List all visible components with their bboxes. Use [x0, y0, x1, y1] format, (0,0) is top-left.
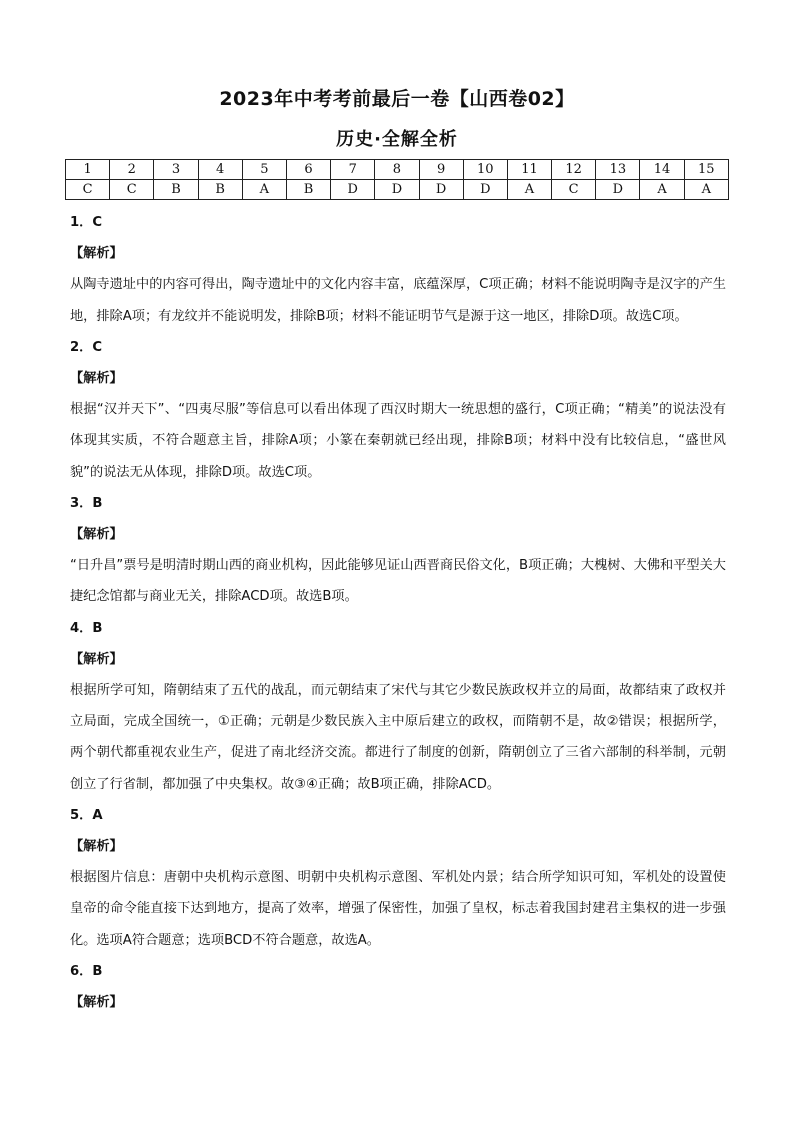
answer-cell: D [375, 180, 419, 200]
analysis-text: 从陶寺遗址中的内容可得出，陶寺遗址中的文化内容丰富，底蕴深厚，C项正确；材料不能说明陶寺是汉字的产生地，排除A项；有龙纹并不能说明发，排除B项；材料不能证明节气是源于这一地区，排除D项。故选C项。 [70, 277, 726, 324]
analysis-text: “日升昌”票号是明清时期山西的商业机构，因此能够见证山西晋商民俗文化，B项正确；大槐树、大佛和平型关大捷纪念馆都与商业无关，排除ACD项。故选B项。 [70, 558, 726, 605]
analysis-text: 根据图片信息：唐朝中央机构示意图、明朝中央机构示意图、军机处内景；结合所学知识可知，军机处的设置使皇帝的命令能直接下达到地方，提高了效率，增强了保密性，加强了皇权，标志着我国封建君主集权的进一步强化。选项A符合题意；选项BCD不符合题意，故选A。 [70, 870, 726, 948]
analysis-label: 【解析】 [70, 839, 123, 855]
analysis-text: 根据所学可知，隋朝结束了五代的战乱，而元朝结束了宋代与其它少数民族政权并立的局面，故都结束了政权并立局面，完成全国统一，①正确；元朝是少数民族入主中原后建立的政权，而隋朝不是，故②错误；根据所学，两个朝代都重视农业生产，促进了南北经济交流。都进行了制度的创新，隋朝创立了三省六部制的科举制，元朝创立了行省制，都加强了中央集权。故③④正确；故B项正确，排除ACD。 [70, 683, 726, 792]
question-number: 6．B [70, 963, 103, 979]
question-number-cell: 15 [684, 160, 728, 180]
analysis-label: 【解析】 [70, 527, 123, 543]
answer-cell: A [684, 180, 728, 200]
question-number-cell: 5 [242, 160, 286, 180]
answer-cell: C [552, 180, 596, 200]
question-number: 4．B [70, 620, 103, 636]
question-block [70, 207, 726, 332]
question-number-cell: 13 [596, 160, 640, 180]
document-title: 2023年中考考前最后一卷【山西卷02】 [219, 88, 575, 110]
answer-cell: D [463, 180, 507, 200]
question-number-cell: 2 [110, 160, 154, 180]
analysis-label: 【解析】 [70, 371, 123, 387]
question-block [70, 488, 726, 613]
answer-table-number-row [66, 160, 729, 180]
analysis-label: 【解析】 [70, 246, 123, 262]
answer-cell: D [331, 180, 375, 200]
question-number-cell: 6 [286, 160, 330, 180]
question-block [70, 613, 726, 800]
answer-cell: C [66, 180, 110, 200]
question-block [70, 332, 726, 488]
answer-cell: D [596, 180, 640, 200]
analysis-text: 根据“汉并天下”、“四夷尽服”等信息可以看出体现了西汉时期大一统思想的盛行，C项正确；“精美”的说法没有体现其实质，不符合题意主旨，排除A项；小篆在秦朝就已经出现，排除B项；材料中没有比较信息，“盛世风貌”的说法无从体现，排除D项。故选C项。 [70, 402, 726, 480]
answer-cell: D [419, 180, 463, 200]
question-number-cell: 7 [331, 160, 375, 180]
answer-cell: B [154, 180, 198, 200]
question-number-cell: 3 [154, 160, 198, 180]
question-number-cell: 14 [640, 160, 684, 180]
answer-table [65, 159, 729, 200]
question-number-cell: 4 [198, 160, 242, 180]
question-number-cell: 10 [463, 160, 507, 180]
answer-cell: A [242, 180, 286, 200]
answer-cell: A [640, 180, 684, 200]
question-block [70, 956, 726, 1018]
explanations [70, 207, 726, 1018]
answer-table-answer-row [66, 180, 729, 200]
analysis-label: 【解析】 [70, 651, 123, 667]
question-number-cell: 8 [375, 160, 419, 180]
question-block [70, 800, 726, 956]
question-number: 5．A [70, 807, 103, 823]
answer-cell: B [198, 180, 242, 200]
question-number-cell: 12 [552, 160, 596, 180]
question-number: 1．C [70, 215, 103, 230]
question-number: 3．B [70, 495, 103, 511]
answer-cell: B [286, 180, 330, 200]
question-number-cell: 9 [419, 160, 463, 180]
question-number-cell: 1 [66, 160, 110, 180]
question-number: 2．C [70, 339, 103, 355]
analysis-label: 【解析】 [70, 995, 123, 1011]
document-subtitle: 历史·全解全析 [336, 129, 458, 150]
answer-cell: A [507, 180, 551, 200]
question-number-cell: 11 [507, 160, 551, 180]
answer-cell: C [110, 180, 154, 200]
